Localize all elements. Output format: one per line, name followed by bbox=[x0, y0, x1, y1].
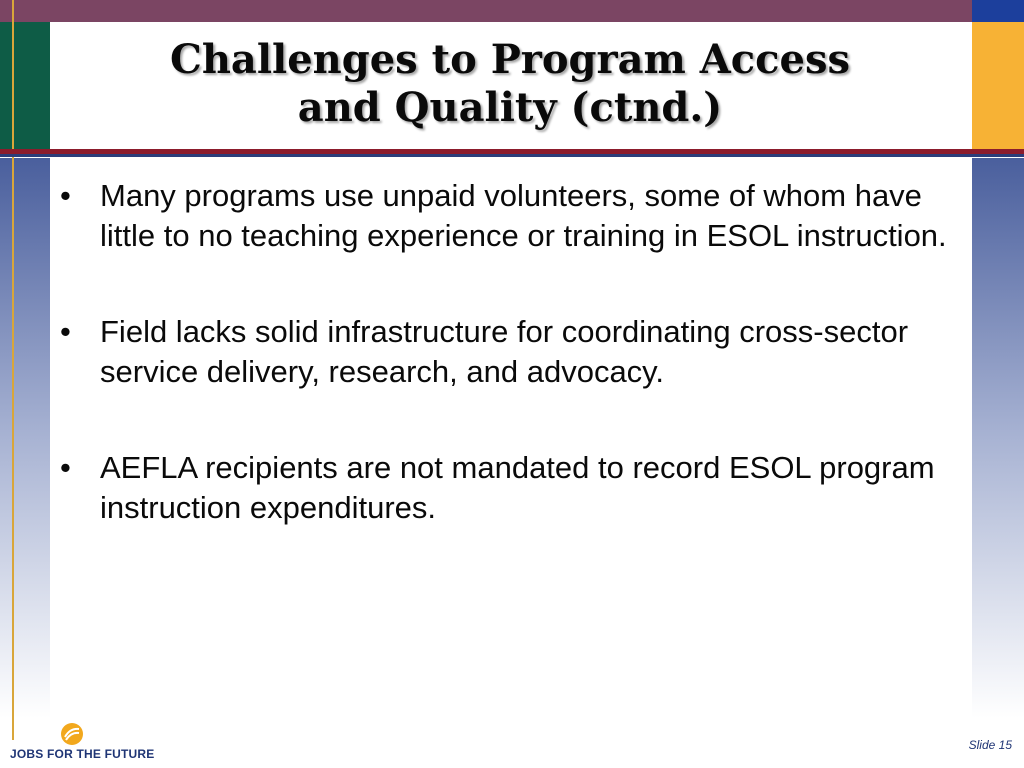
top-band bbox=[0, 0, 972, 22]
bullet-text: Many programs use unpaid volunteers, some of whom have little to no teaching experience or training in ESOL instruction. bbox=[100, 178, 947, 253]
title-divider-shadow bbox=[0, 154, 1024, 157]
jff-logo bbox=[4, 722, 155, 766]
bullet-glyph: • bbox=[60, 450, 71, 485]
slide-title-line-1: Challenges to Program Access bbox=[170, 36, 850, 83]
right-gradient-bar bbox=[972, 158, 1024, 718]
slide-title-line-2: and Quality (ctnd.) bbox=[297, 84, 723, 131]
slide-number: Slide 15 bbox=[968, 738, 1012, 752]
slide-title bbox=[60, 36, 960, 132]
left-green-block bbox=[0, 22, 50, 150]
bullet-glyph: • bbox=[60, 314, 71, 349]
bullet-list bbox=[60, 176, 960, 584]
right-gold-block bbox=[972, 22, 1024, 150]
bullet-text: Field lacks solid infrastructure for coordinating cross-sector service delivery, research, and advocacy. bbox=[100, 314, 909, 389]
bullet-item bbox=[60, 312, 960, 392]
logo-text: JOBS FOR THE FUTURE bbox=[10, 747, 155, 761]
top-right-block bbox=[972, 0, 1024, 22]
gold-vertical-line bbox=[12, 0, 14, 740]
left-gradient-bar bbox=[0, 158, 50, 718]
bullet-glyph: • bbox=[60, 178, 71, 213]
jff-swoosh-icon bbox=[60, 722, 84, 746]
bullet-item bbox=[60, 176, 960, 256]
bullet-text: AEFLA recipients are not mandated to record ESOL program instruction expenditures. bbox=[100, 450, 935, 525]
bullet-item bbox=[60, 448, 960, 528]
